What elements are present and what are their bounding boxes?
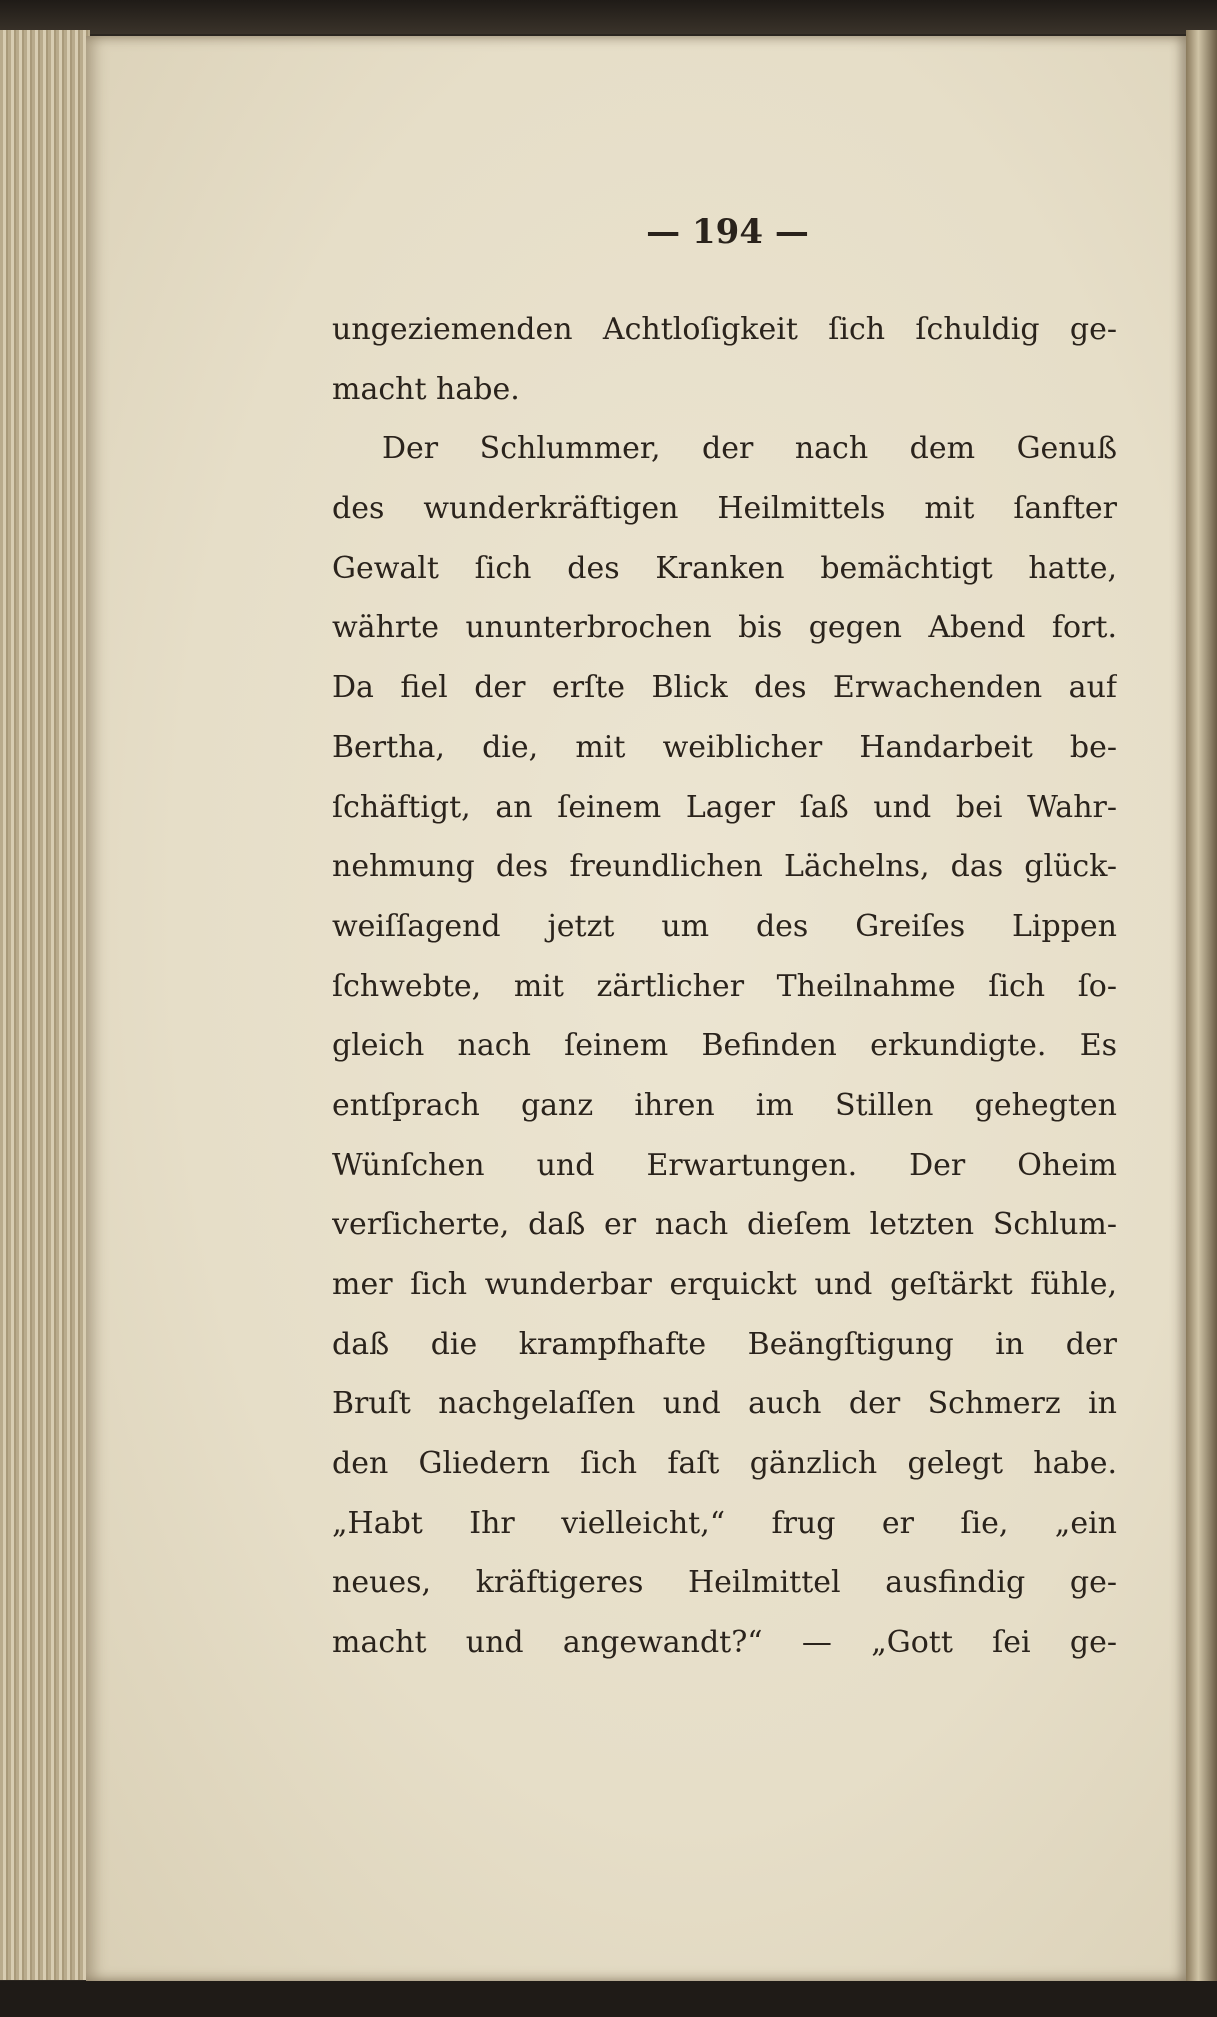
text-line: Bruſt nachgelaſſen und auch der Schmerz in <box>332 1386 1117 1422</box>
text-line: mer ſich wunderbar erquickt und geſtärkt fühle, <box>332 1267 1117 1302</box>
text-line: weiſſagend jetzt um des Greiſes Lippen <box>332 908 1117 944</box>
text-line: ungeziemenden Achtloſigkeit ſich ſchuldig ge- <box>332 312 1117 347</box>
text-line: währte ununterbrochen bis gegen Abend fort. <box>332 610 1117 646</box>
book-right-edge <box>1186 30 1217 1990</box>
text-line: macht habe. <box>332 371 520 407</box>
text-line: Bertha, die, mit weiblicher Handarbeit be- <box>332 729 1117 765</box>
text-line: des wunderkräftigen Heilmittels mit ſanfter <box>332 491 1117 527</box>
text-line: Der Schlummer, der nach dem Genuß <box>382 431 1117 467</box>
page-number: — 194 — <box>646 212 809 252</box>
book-bottom-edge <box>0 1981 1217 2017</box>
text-line: verſicherte, daß er nach dieſem letzten Schlum- <box>332 1207 1117 1243</box>
page-stack-edge <box>0 30 90 1980</box>
text-line: den Gliedern ſich faſt gänzlich gelegt habe. <box>332 1446 1117 1482</box>
book-top-edge <box>0 0 1217 34</box>
text-line: Gewalt ſich des Kranken bemächtigt hatte, <box>332 550 1117 586</box>
text-line: neues, kräftigeres Heilmittel ausfindig ge- <box>332 1565 1117 1601</box>
text-line: gleich nach ſeinem Befinden erkundigte. Es <box>332 1028 1117 1064</box>
text-line: ſchwebte, mit zärtlicher Theilnahme ſich ſo- <box>332 968 1117 1004</box>
text-line: nehmung des freundlichen Lächelns, das glück- <box>332 849 1117 885</box>
text-line: entſprach ganz ihren im Stillen gehegten <box>332 1087 1117 1123</box>
body-text <box>332 300 1117 1673</box>
text-line: daß die krampfhafte Beängſtigung in der <box>332 1326 1117 1362</box>
text-line: Wünſchen und Erwartungen. Der Oheim <box>332 1147 1117 1183</box>
text-line: Da fiel der erſte Blick des Erwachenden auf <box>332 670 1117 706</box>
text-line: „Habt Ihr vielleicht,“ frug er ſie, „ein <box>332 1505 1117 1541</box>
text-line: ſchäftigt, an ſeinem Lager ſaß und bei Wahr- <box>332 789 1117 825</box>
text-line: macht und angewandt?“ — „Gott ſei ge- <box>332 1625 1117 1661</box>
